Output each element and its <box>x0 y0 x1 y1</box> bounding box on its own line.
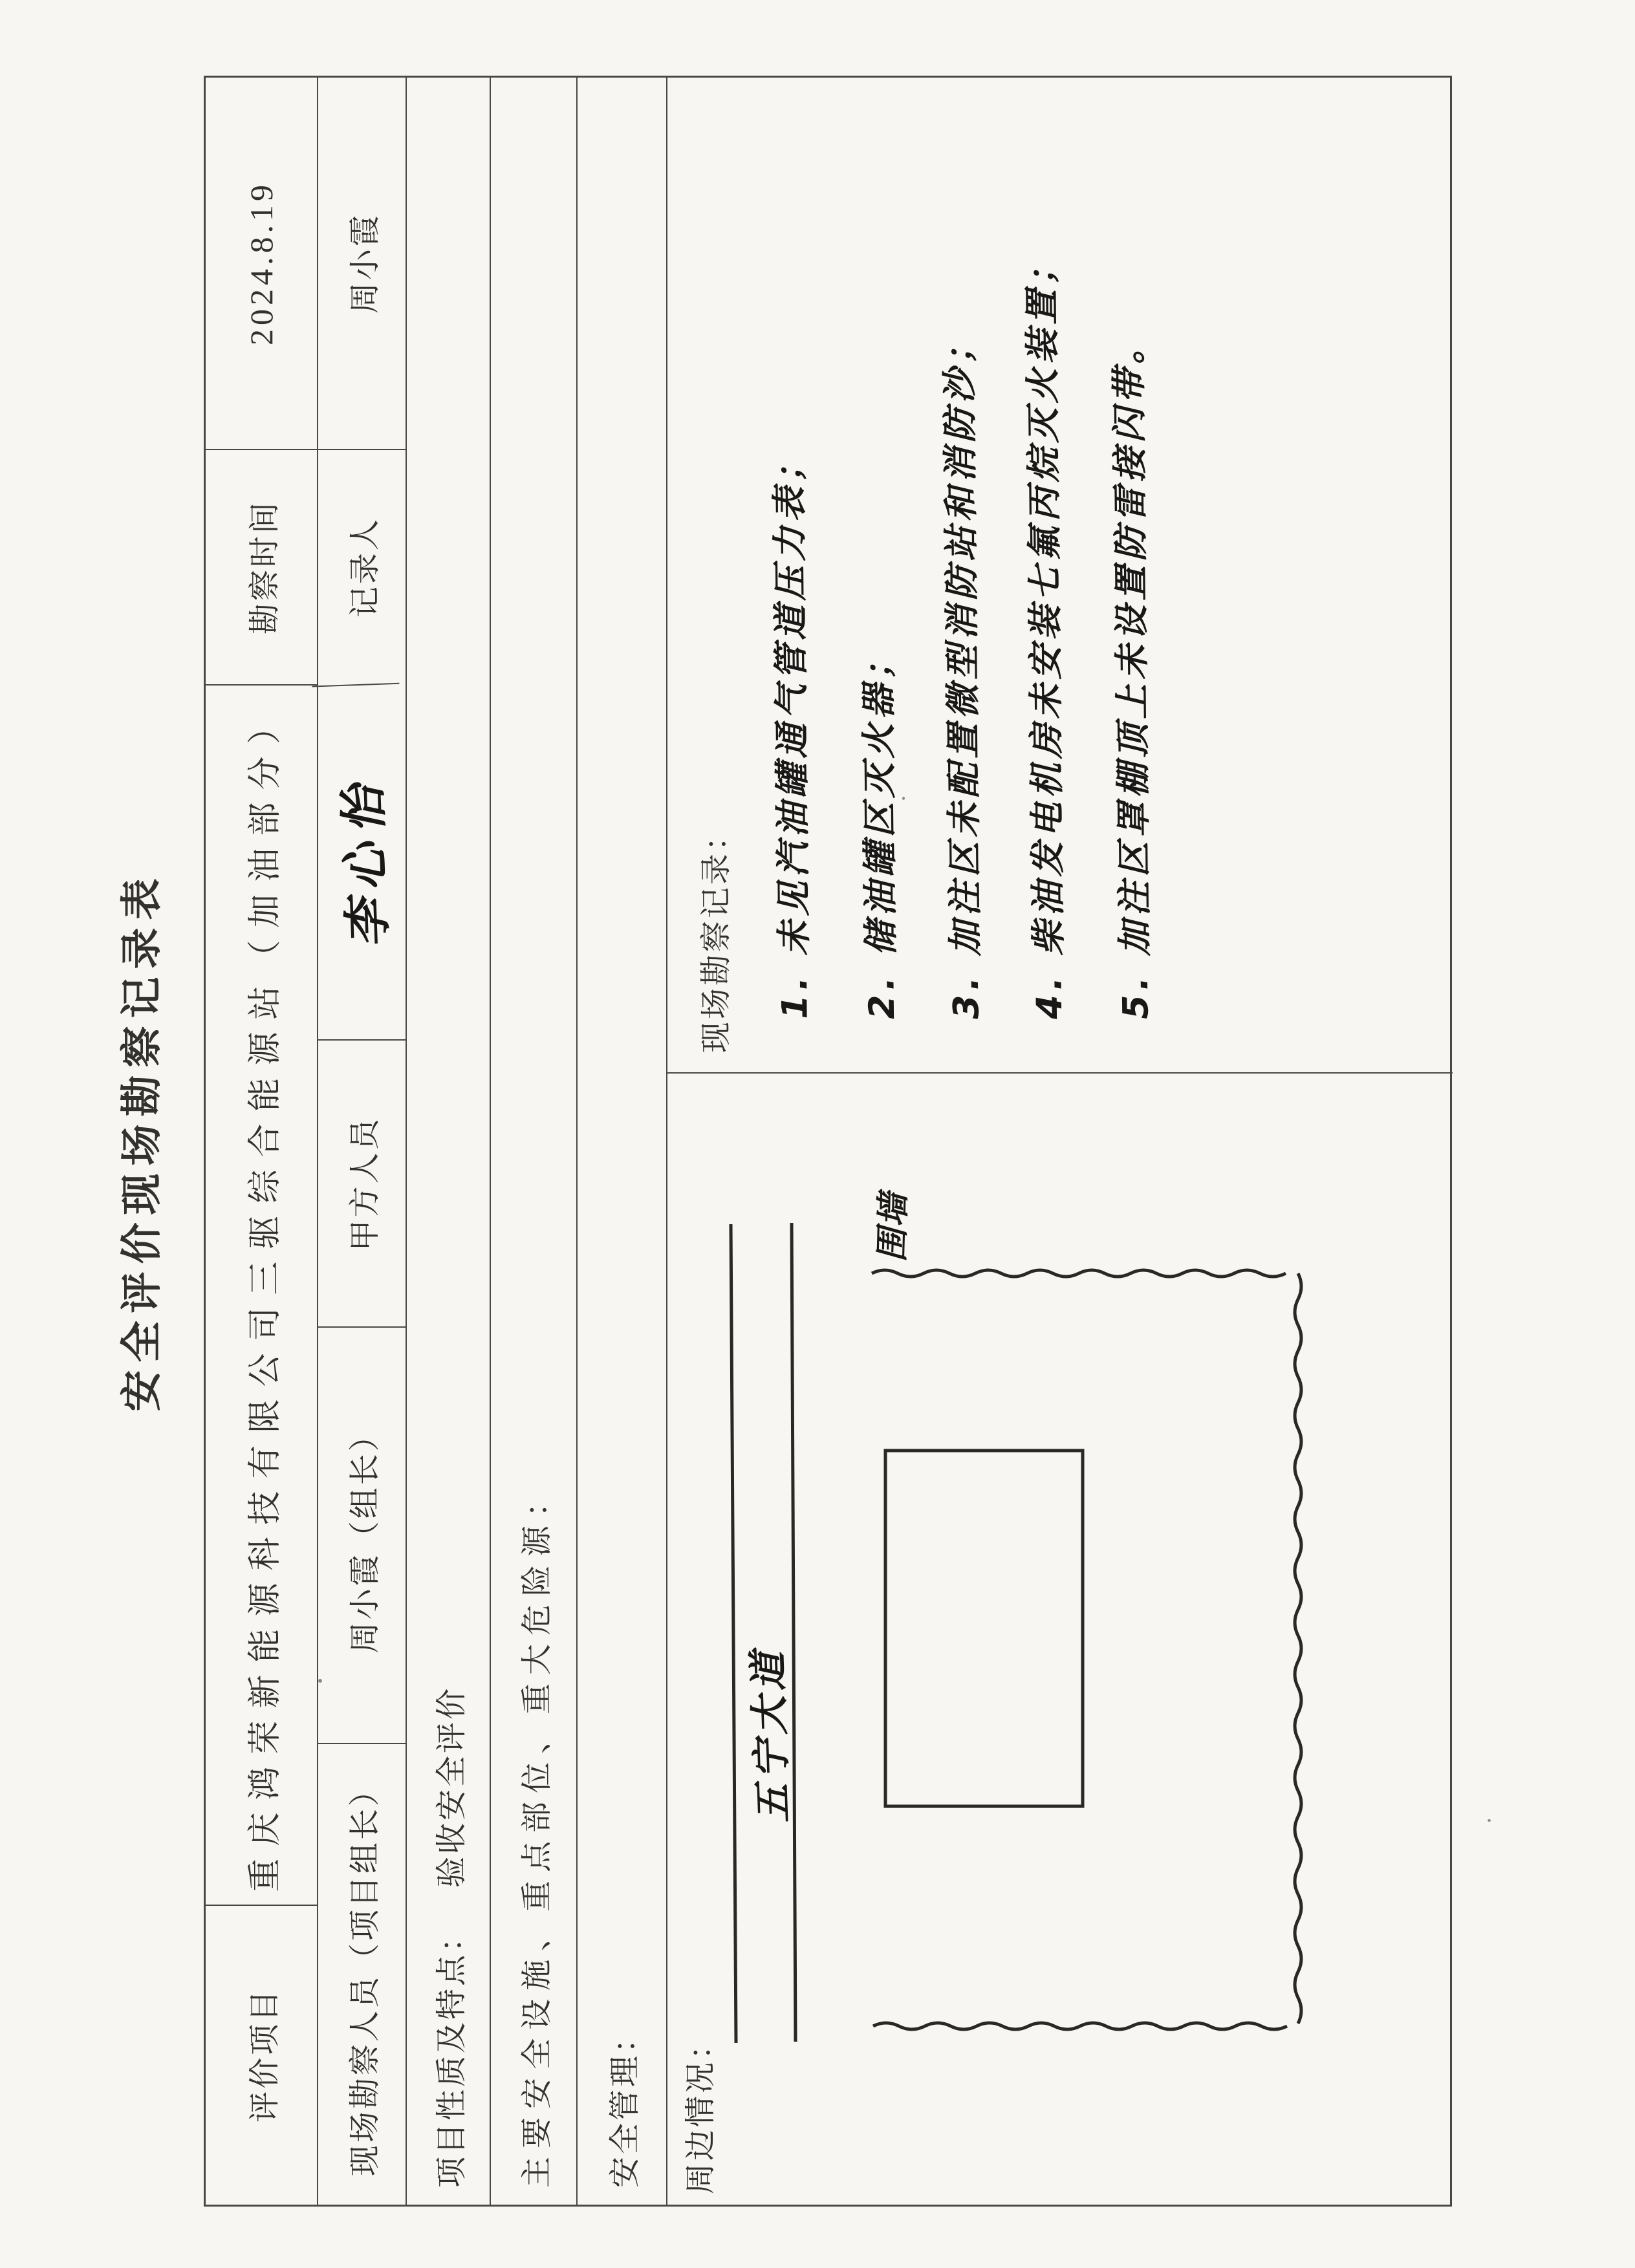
project-nature-label: 项目性质及特点： <box>434 1918 469 2188</box>
survey-note-2: 2. 储油罐区灭火器； <box>857 640 903 1020</box>
survey-record-label: 现场勘察记录： <box>699 817 733 1053</box>
surveyor-label-cell: 现场勘察人员（项目组长） <box>318 1743 406 2205</box>
row-safety-management <box>578 78 667 2205</box>
project-nature-cell <box>407 78 490 2205</box>
site-sketch <box>667 1072 1451 2205</box>
survey-note-4: 4. 柴油发电机房未安装七氟丙烷灭火装置； <box>1021 245 1070 1020</box>
survey-record-cell <box>667 78 1453 1072</box>
row-safety-facilities <box>491 78 578 2205</box>
project-nature-value: 验收安全评价 <box>434 1685 469 1888</box>
road-name-label: 五宁大道 <box>745 1646 797 1824</box>
safety-management-cell: 安全管理： <box>608 2019 642 2188</box>
survey-note-3: 3. 加注区未配置微型消防站和消防沙； <box>938 324 987 1020</box>
surveyor-name-cell: 周小霞（组长） <box>318 1326 406 1743</box>
recorder-label-cell: 记录人 <box>318 449 406 684</box>
survey-time-label-cell: 勘察时间 <box>206 449 317 684</box>
client-label-cell: 甲方人员 <box>318 1039 406 1326</box>
survey-time-value-cell: 2024.8.19 <box>243 180 279 345</box>
row-surroundings-and-notes <box>667 78 1453 2205</box>
wall-bottom-wavy <box>1295 1273 1301 2024</box>
surroundings-label: 周边情况： <box>684 2025 718 2194</box>
scan-speck <box>1488 1819 1491 1822</box>
project-name-cell: 重庆鸿荣新能源科技有限公司三驱综合能源站（加油部分） <box>206 684 317 1905</box>
wall-left-wavy <box>873 2023 1287 2029</box>
recorder-name-cell: 周小霞 <box>348 212 382 314</box>
survey-form-table <box>204 76 1452 2207</box>
road-edge-lower <box>792 1223 796 2042</box>
surroundings-cell <box>667 1072 1453 2205</box>
survey-note-5: 5. 加注区罩棚顶上未设置防雷接闪带。 <box>1108 324 1156 1020</box>
row-personnel <box>318 78 407 2205</box>
form-title: 安全评价现场勘察记录表 <box>119 870 165 1412</box>
safety-facilities-cell: 主要安全设施、重点部位、重大危险源： <box>519 1477 554 2188</box>
row-project <box>206 78 318 2205</box>
survey-note-1: 1. 未见汽油罐通气管道压力表； <box>768 442 816 1020</box>
client-signature: 李心怡 <box>312 683 411 1041</box>
building-rectangle <box>885 1451 1083 1806</box>
wall-right-wavy <box>872 1270 1286 1277</box>
row-project-nature <box>407 78 491 2205</box>
project-label-cell: 评价项目 <box>206 1905 317 2205</box>
wall-label: 围墙 <box>872 1191 914 1262</box>
road-edge-upper <box>731 1224 736 2043</box>
